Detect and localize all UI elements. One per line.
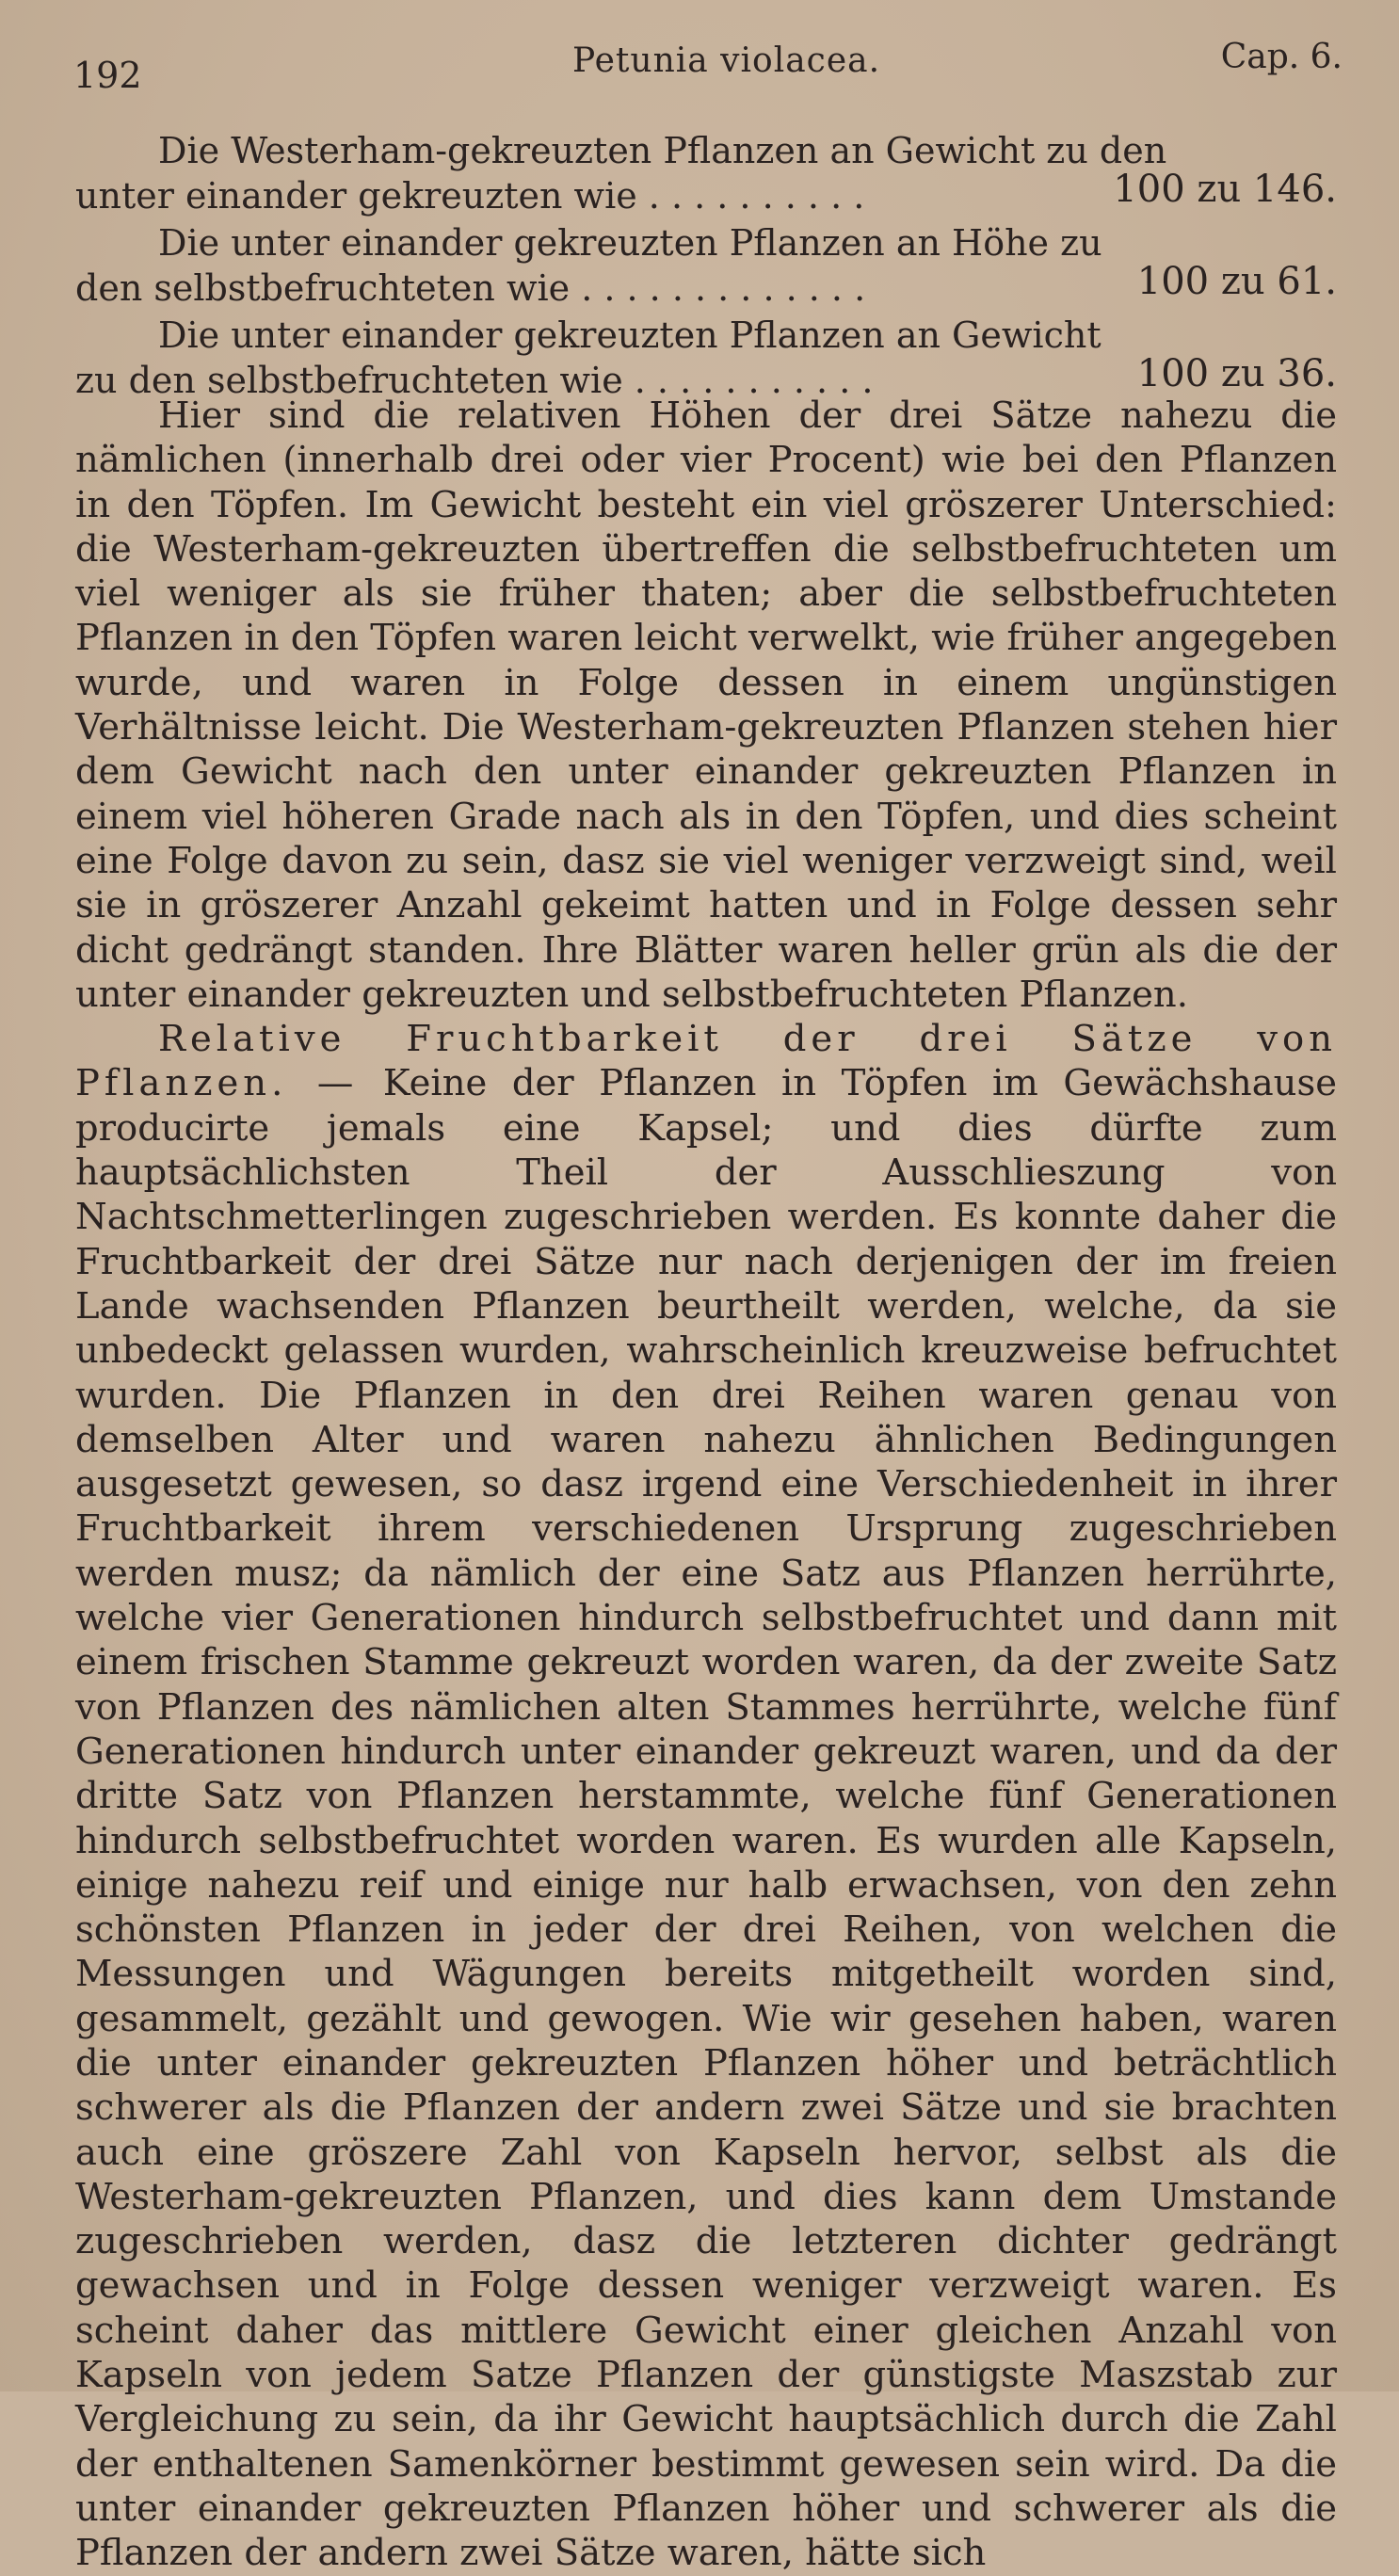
ratio-value: 100 zu 36. xyxy=(1136,352,1337,395)
ratio-entry xyxy=(75,222,1337,314)
ratio-value: 100 zu 146. xyxy=(1113,168,1337,211)
ratio-entry xyxy=(75,130,1337,222)
ratio-text-line1: Die unter einander gekreuzten Pflanzen an Gewicht xyxy=(158,314,1102,356)
ratio-text-line2: zu den selbstbefruchteten wie . . . . . . . . . . . xyxy=(75,360,874,401)
ratio-text-line2: unter einander gekreuzten wie . . . . . . . . . . xyxy=(75,175,865,217)
ratio-text-line2: den selbstbefruchteten wie . . . . . . . . . . . . . xyxy=(75,267,866,309)
section-heading: Relative Fruchtbarkeit der drei Sätze von Pflanzen. — xyxy=(75,1018,1337,1105)
body-text xyxy=(75,394,1337,2576)
paragraph: Hier sind die relativen Höhen der drei Sätze nahezu die nämlichen (innerhalb drei oder vier Procent) wie bei den Pflanzen in den Töpfen. Im Gewicht besteht ein viel gröszerer Unterschied: die Westerham-gekreuzten übertreffen die selbstbefruchteten um viel weniger als sie früher thaten; aber die selbstbefruchteten Pflanzen in den Töpfen waren leicht verwelkt, wie früher angegeben wurde, und waren in Folge dessen in einem ungünstigen Verhältnisse leicht. Die Westerham-gekreuzten Pflanzen stehen hier dem Gewicht nach den unter einander gekreuzten Pflanzen in einem viel höheren Grade nach als in den Töpfen, und dies scheint eine Folge davon zu sein, dasz sie viel weniger verzweigt sind, weil sie in gröszerer Anzahl gekeimt hatten und in Folge dessen sehr dicht gedrängt standen. Ihre Blätter waren heller grün als die der unter einander gekreuzten und selbstbefruchteten Pflanzen. xyxy=(75,394,1337,1016)
page-number: 192 xyxy=(73,55,142,96)
chapter-label: Cap. 6. xyxy=(1220,38,1343,76)
running-title: Petunia violacea. xyxy=(572,41,881,80)
page-header xyxy=(73,26,1343,96)
ratio-value: 100 zu 61. xyxy=(1136,260,1337,303)
ratio-text-line1: Die unter einander gekreuzten Pflanzen an Höhe zu xyxy=(158,222,1102,264)
paragraph-text: Keine der Pflanzen in Töpfen im Gewächshause producirte jemals eine Kapsel; und dies dürfte zum hauptsächlichsten Theil der Ausschlieszung von Nachtschmetterlingen zugeschrieben werden. Es konnte daher die Fruchtbarkeit der drei Sätze nur nach derjenigen der im freien Lande wachsenden Pflanzen beurtheilt werden, welche, da sie unbedeckt gelassen wurden, wahrscheinlich kreuzweise befruchtet wurden. Die Pflanzen in den drei Reihen waren genau von demselben Alter und waren nahezu ähnlichen Bedingungen ausgesetzt gewesen, so dasz irgend eine Verschiedenheit in ihrer Fruchtbarkeit ihrem verschiedenen Ursprung zugeschrieben werden musz; da nämlich der eine Satz aus Pflanzen herrührte, welche vier Generationen hindurch selbstbefruchtet und dann mit einem frischen Stamme gekreuzt worden waren, da der zweite Satz von Pflanzen des nämlichen alten Stammes herrührte, welche fünf Generationen hindurch unter einander gekreuzt waren, und da der dritte Satz von Pflanzen herstammte, welche fünf Generationen hindurch selbstbefruchtet worden waren. Es wurden alle Kapseln, einige nahezu reif und einige nur halb erwachsen, von den zehn schönsten Pflanzen in jeder der drei Reihen, von welchen die Messungen und Wägungen bereits mitgetheilt worden sind, gesammelt, gezählt und gewogen. Wie wir gesehen haben, waren die unter einander gekreuzten Pflanzen höher und beträchtlich schwerer als die Pflanzen der andern zwei Sätze und sie brachten auch eine gröszere Zahl von Kapseln hervor, selbst als die Westerham-gekreuzten Pflanzen, und dies kann dem Umstande zugeschrieben werden, dasz die letzteren dichter gedrängt gewachsen und in Folge dessen weniger verzweigt waren. Es scheint daher das mittlere Gewicht einer gleichen Anzahl von Kapseln von jedem Satze Pflanzen der günstigste Maszstab zur Vergleichung zu sein, da ihr Gewicht hauptsächlich durch die Zahl der enthaltenen Samenkörner bestimmt gewesen sein wird. Da die unter einander gekreuzten Pflanzen höher und schwerer als die Pflanzen der andern zwei Sätze waren, hätte sich xyxy=(75,1062,1337,2575)
ratio-text-line1: Die Westerham-gekreuzten Pflanzen an Gewicht zu den xyxy=(158,130,1167,171)
paragraph xyxy=(75,1017,1337,2575)
ratio-list xyxy=(75,130,1337,407)
